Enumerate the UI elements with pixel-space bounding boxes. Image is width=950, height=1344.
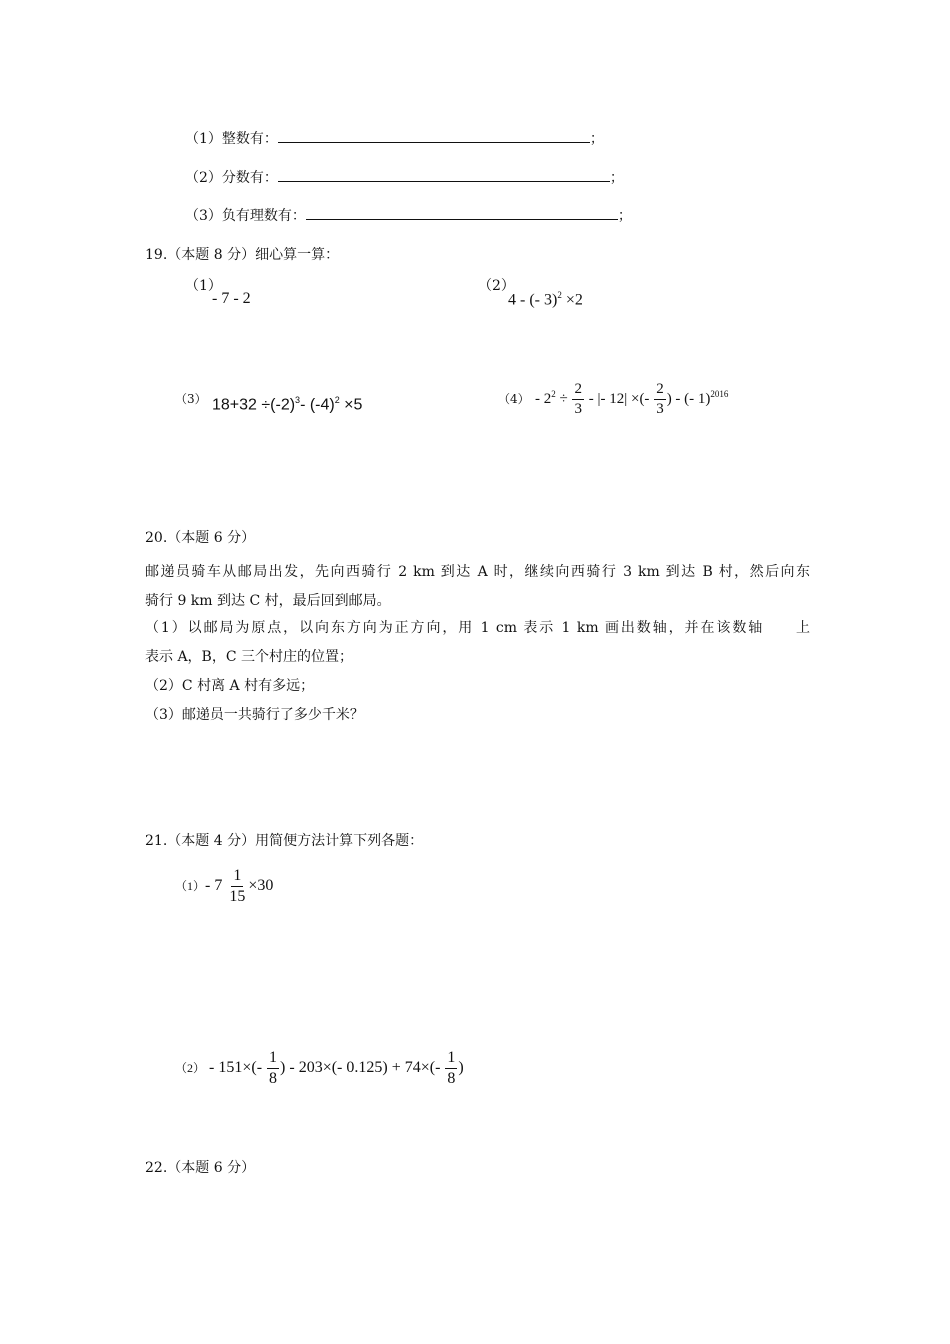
q19-part3-expression: $18+32 \div(-2)^3-$ $(-4)^2 \times 5$ [212,395,363,414]
q21-part1-fraction: $\frac{1}{15}$ [229,867,246,905]
q20-subquestion-1-cont: 表示 A，B，C 三个村庄的位置； [145,649,354,665]
q19-part1-expression: - 7 - 2 [212,290,251,307]
q18-negatives-blank[interactable] [306,207,618,220]
q21-title: 21.（本题 4 分）用简便方法计算下列各题： [145,833,424,849]
q18-negatives-end: ； [617,208,632,224]
q19-part4-expression: - $2^2$ ÷ $\frac{2}{3}$ - |- 12| ×(- $\frac{2}{3}$ ) - (- 1)$^{2016}$ [535,381,729,417]
q18-integers-end: ； [589,131,604,147]
q21-part1-label: （1） [175,879,206,894]
q20-title: 20.（本题 6 分） [145,530,256,546]
q18-integers-label: （1）整数有： [185,131,278,147]
q18-fractions-label: （2）分数有： [185,170,278,186]
q20-text-line-2: 骑行 9 km 到达 C 村，最后回到邮局。 [145,593,391,609]
q19-part4-label: （4） [498,392,530,406]
q19-part1-label: （1） [185,278,222,294]
q19-part4-fraction-1: $\frac{2}{3}$ [574,381,582,417]
q18-negatives-line [185,205,632,225]
q19-title: 19.（本题 8 分）细心算一算： [145,247,340,263]
q19-part4-fraction-2: $\frac{2}{3}$ [656,381,664,417]
q18-integers-blank[interactable] [278,130,590,143]
q18-fractions-end: ； [609,170,624,186]
q19-part2-expression: 4 - (- 3)$^2$ ×2 [508,290,583,309]
q18-fractions-line [185,167,624,187]
q21-part2-fraction-1: $\frac{1}{8}$ [269,1049,278,1087]
q18-fractions-blank[interactable] [278,169,610,182]
q21-part1-expression: （1）- 7 $\frac{1}{15}$ ×30 [175,867,274,905]
q20-text-line-1: 邮递员骑车从邮局出发，先向西骑行 2 km 到达 A 时，继续向西骑行 3 km 到达 B 村，然后向东 [145,564,810,580]
q20-subquestion-1: （1）以邮局为原点，以向东方向为正方向，用 1 cm 表示 1 km 画出数轴，并在该数轴 上 [145,620,810,636]
q19-part3-label: （3） [175,392,207,406]
q19-part2-label: （2） [478,278,515,294]
q20-subquestion-2: （2）C 村离 A 村有多远； [145,678,315,694]
q22-title: 22.（本题 6 分） [145,1160,256,1176]
q21-part2-fraction-2: $\frac{1}{8}$ [447,1049,456,1087]
q21-part2-label: （2） [175,1061,206,1076]
q21-part2-expression: （2） - 151×(- $\frac{1}{8}$ ) - 203×(- 0.125) + 74×(- $\frac{1}{8}$ ) [175,1049,464,1087]
q18-negatives-label: （3）负有理数有： [185,208,306,224]
q20-subquestion-3: （3）邮递员一共骑行了多少千米？ [145,707,364,723]
q18-integers-line [185,128,604,148]
